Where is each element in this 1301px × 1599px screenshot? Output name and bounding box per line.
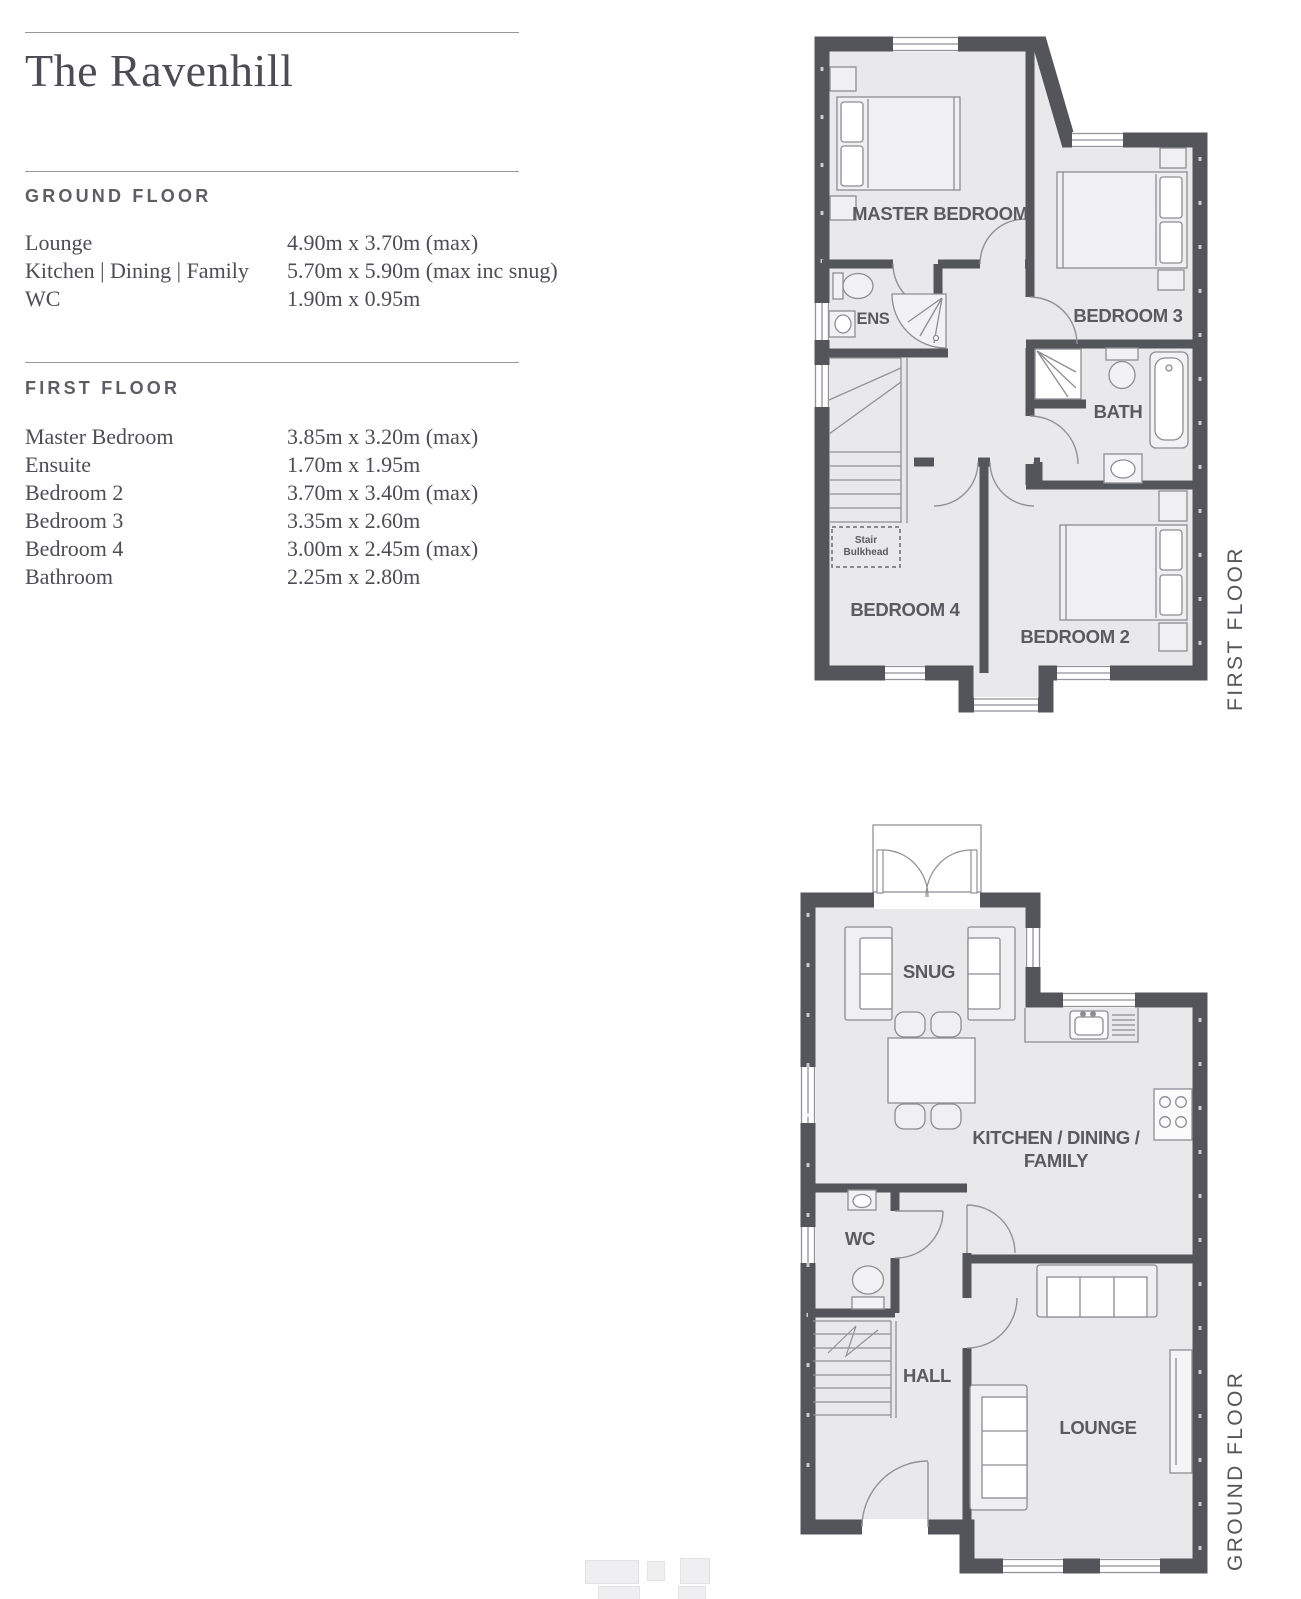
ground-floor-spec-list [25, 229, 558, 313]
room-size: 1.90m x 0.95m [287, 286, 421, 311]
bedroom2-label: BEDROOM 2 [1020, 626, 1130, 647]
ground-floor-side-label: GROUND FLOOR [1224, 1370, 1247, 1571]
media-unit-icon [1170, 1350, 1192, 1473]
toilet-icon [1106, 348, 1138, 360]
room-name: Kitchen | Dining | Family [25, 258, 249, 283]
bedroom3-label: BEDROOM 3 [1073, 305, 1183, 326]
room-name: Master Bedroom [25, 424, 174, 449]
ground-floor-rule [25, 171, 519, 172]
toilet-icon [853, 1266, 884, 1294]
stair-bulkhead-label: Stair [854, 535, 878, 546]
room-size: 4.90m x 3.70m (max) [287, 230, 479, 255]
room-name: Bedroom 4 [25, 536, 124, 561]
room-size: 3.00m x 2.45m (max) [287, 536, 479, 561]
adjacent-plan-fragment [575, 1552, 720, 1599]
room-name: Bathroom [25, 564, 113, 589]
bath-label: BATH [1093, 401, 1143, 422]
toilet-icon [843, 274, 873, 299]
spec-row [25, 563, 545, 591]
room-size: 3.35m x 2.60m [287, 508, 421, 533]
room-size: 3.70m x 3.40m (max) [287, 480, 479, 505]
bedside-table [1160, 148, 1186, 168]
room-name: WC [25, 286, 61, 311]
lounge-label: LOUNGE [1059, 1417, 1137, 1438]
spec-row [25, 423, 545, 451]
spec-row [25, 479, 545, 507]
room-name: Bedroom 2 [25, 480, 124, 505]
ground-floor-heading: GROUND FLOOR [25, 186, 212, 206]
kitchen-label-line1: KITCHEN / DINING / [972, 1127, 1140, 1148]
room-size: 3.85m x 3.20m (max) [287, 424, 479, 449]
wc-label: WC [844, 1228, 876, 1249]
spec-row [25, 257, 558, 285]
bedside-table [830, 67, 856, 91]
room-name: Lounge [25, 230, 93, 255]
top-rule [25, 32, 519, 33]
kitchen-label-line2: FAMILY [1023, 1150, 1089, 1171]
room-size: 1.70m x 1.95m [287, 452, 421, 477]
toilet-icon [1109, 362, 1135, 389]
wardrobe-icon [1159, 623, 1187, 651]
chair-icon [931, 1104, 961, 1129]
hall-label: HALL [902, 1365, 952, 1386]
spec-row [25, 451, 545, 479]
ensuite-label: ENS [856, 310, 890, 328]
toilet-icon [833, 273, 843, 299]
first-floor-heading: FIRST FLOOR [25, 378, 181, 398]
chair-icon [895, 1012, 925, 1037]
page-title: The Ravenhill [25, 45, 294, 96]
spec-row [25, 285, 545, 313]
toilet-icon [852, 1297, 884, 1309]
chair-icon [895, 1104, 925, 1129]
french-doors [873, 825, 981, 909]
spec-row [25, 507, 545, 535]
room-name: Bedroom 3 [25, 508, 124, 533]
master-bedroom-label: MASTER BEDROOM [852, 203, 1028, 224]
dining-table-icon [888, 1038, 975, 1103]
spec-row [25, 229, 545, 257]
spec-row [25, 535, 545, 563]
wardrobe-icon [1159, 491, 1187, 521]
hob-icon [1154, 1089, 1192, 1140]
first-floor-side-label: FIRST FLOOR [1224, 546, 1247, 712]
first-floor-plan [788, 22, 1218, 717]
bedroom4-label: BEDROOM 4 [850, 599, 960, 620]
room-size: 2.25m x 2.80m [287, 564, 421, 589]
first-floor-rule [25, 362, 519, 363]
ground-floor-plan [788, 808, 1218, 1583]
room-size: 5.70m x 5.90m (max inc snug) [287, 258, 558, 283]
room-name: Ensuite [25, 452, 91, 477]
first-floor-spec-list [25, 423, 545, 591]
stair-bulkhead-label: Bulkhead [843, 547, 889, 558]
snug-label: SNUG [902, 961, 956, 982]
bedside-table [1158, 270, 1184, 290]
chair-icon [931, 1012, 961, 1037]
